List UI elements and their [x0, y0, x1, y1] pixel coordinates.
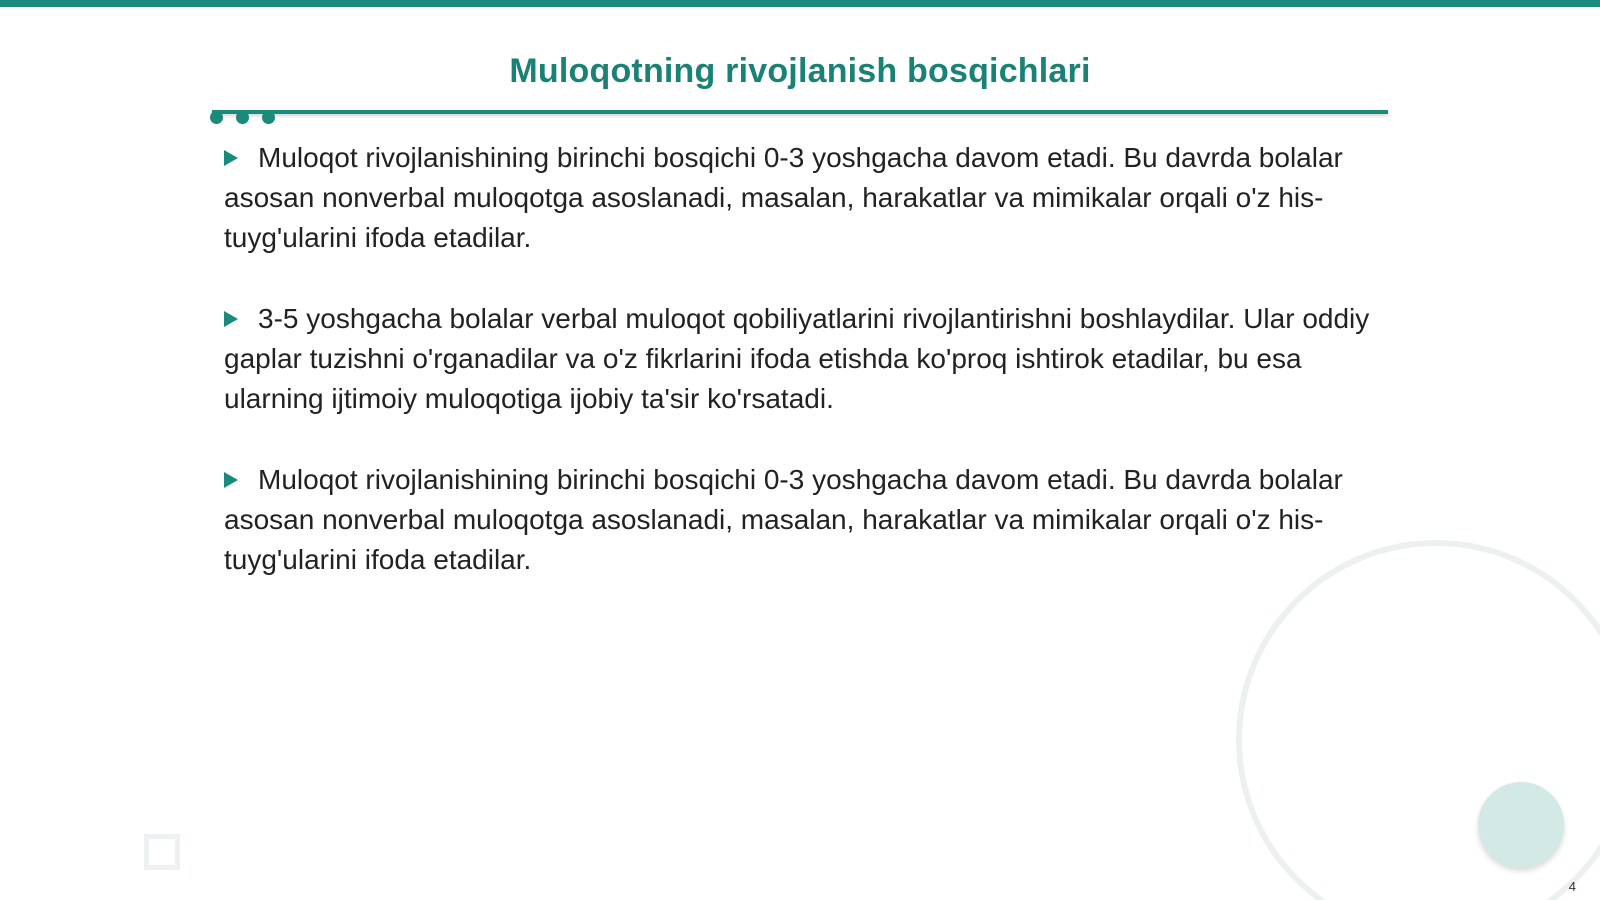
top-accent-bar	[0, 0, 1600, 7]
triangle-bullet-icon	[224, 311, 238, 327]
triangle-bullet-icon	[224, 150, 238, 166]
decorative-square	[144, 834, 180, 870]
bullet-item	[224, 138, 1374, 258]
bullet-text: Muloqot rivojlanishining birinchi bosqichi 0-3 yoshgacha davom etadi. Bu davrda bolalar asosan nonverbal muloqotga asoslanadi, masalan, harakatlar va mimikalar orqali o'z his-tuyg'ularini ifoda etadilar.	[224, 464, 1343, 575]
bullet-item	[224, 299, 1374, 419]
bullet-text: Muloqot rivojlanishining birinchi bosqichi 0-3 yoshgacha davom etadi. Bu davrda bolalar asosan nonverbal muloqotga asoslanadi, masalan, harakatlar va mimikalar orqali o'z his-tuyg'ularini ifoda etadilar.	[224, 142, 1343, 253]
title-underline	[212, 110, 1388, 114]
decorative-dot	[262, 111, 275, 124]
decorative-dot	[236, 111, 249, 124]
decorative-dot	[210, 111, 223, 124]
bullet-item	[224, 460, 1374, 580]
bullet-text: 3-5 yoshgacha bolalar verbal muloqot qobiliyatlarini rivojlantirishni boshlaydilar. Ular oddiy gaplar tuzishni o'rganadilar va o'z fikrlarini ifoda etishda ko'proq ishtirok etadilar, bu esa ularning ijtimoiy muloqotiga ijobiy ta'sir ko'rsatadi.	[224, 303, 1370, 414]
triangle-bullet-icon	[224, 472, 238, 488]
slide-title: Muloqotning rivojlanish bosqichlari	[509, 52, 1091, 90]
page-number: 4	[1568, 879, 1576, 894]
bullet-list	[224, 138, 1374, 621]
decorative-circle	[1478, 782, 1564, 868]
